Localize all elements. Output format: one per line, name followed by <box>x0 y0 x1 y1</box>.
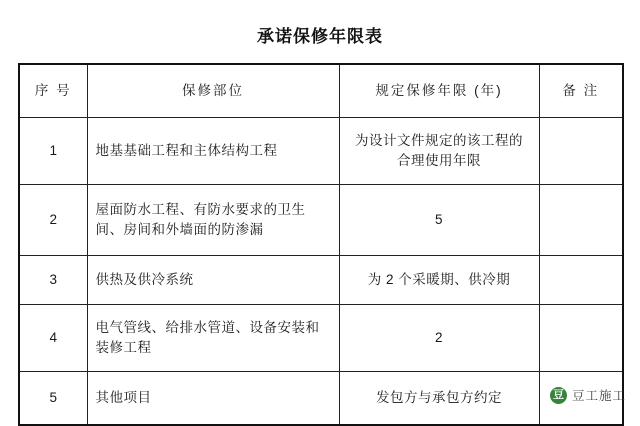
cell-part: 屋面防水工程、有防水要求的卫生间、房间和外墙面的防渗漏 <box>87 185 339 256</box>
cell-part: 供热及供冷系统 <box>87 256 339 305</box>
table-row <box>19 256 623 305</box>
column-header-no: 序 号 <box>19 64 87 118</box>
cell-remark <box>539 305 623 372</box>
brand-logo-icon: 豆 <box>550 387 567 404</box>
cell-remark <box>539 256 623 305</box>
cell-no: 4 <box>19 305 87 372</box>
cell-years-line1: 为设计文件规定的该工程的 <box>355 133 523 149</box>
cell-years: 5 <box>339 185 539 256</box>
column-header-remark: 备 注 <box>539 64 623 118</box>
table-row <box>19 185 623 256</box>
table-body <box>19 118 623 426</box>
warranty-table <box>18 63 624 426</box>
cell-years <box>339 118 539 185</box>
cell-remark <box>539 118 623 185</box>
cell-part: 电气管线、给排水管道、设备安装和装修工程 <box>87 305 339 372</box>
cell-years-line2: 合理使用年限 <box>397 153 481 168</box>
cell-no: 2 <box>19 185 87 256</box>
table-header <box>19 64 623 118</box>
cell-no: 5 <box>19 372 87 426</box>
cell-years: 发包方与承包方约定 <box>339 372 539 426</box>
cell-years: 2 <box>339 305 539 372</box>
watermark-label: 豆工施工 <box>571 389 626 403</box>
column-header-part: 保修部位 <box>87 64 339 118</box>
cell-no: 1 <box>19 118 87 185</box>
table-row <box>19 372 623 426</box>
cell-part: 地基基础工程和主体结构工程 <box>87 118 339 185</box>
table-row <box>19 305 623 372</box>
column-header-years: 规定保修年限 (年) <box>339 64 539 118</box>
watermark <box>550 386 626 404</box>
cell-years: 为 2 个采暖期、供冷期 <box>339 256 539 305</box>
cell-remark <box>539 185 623 256</box>
warranty-table-wrapper <box>18 63 622 426</box>
page-title: 承诺保修年限表 <box>257 27 383 46</box>
cell-part: 其他项目 <box>87 372 339 426</box>
cell-no: 3 <box>19 256 87 305</box>
table-row <box>19 118 623 185</box>
table-header-row <box>19 64 623 118</box>
